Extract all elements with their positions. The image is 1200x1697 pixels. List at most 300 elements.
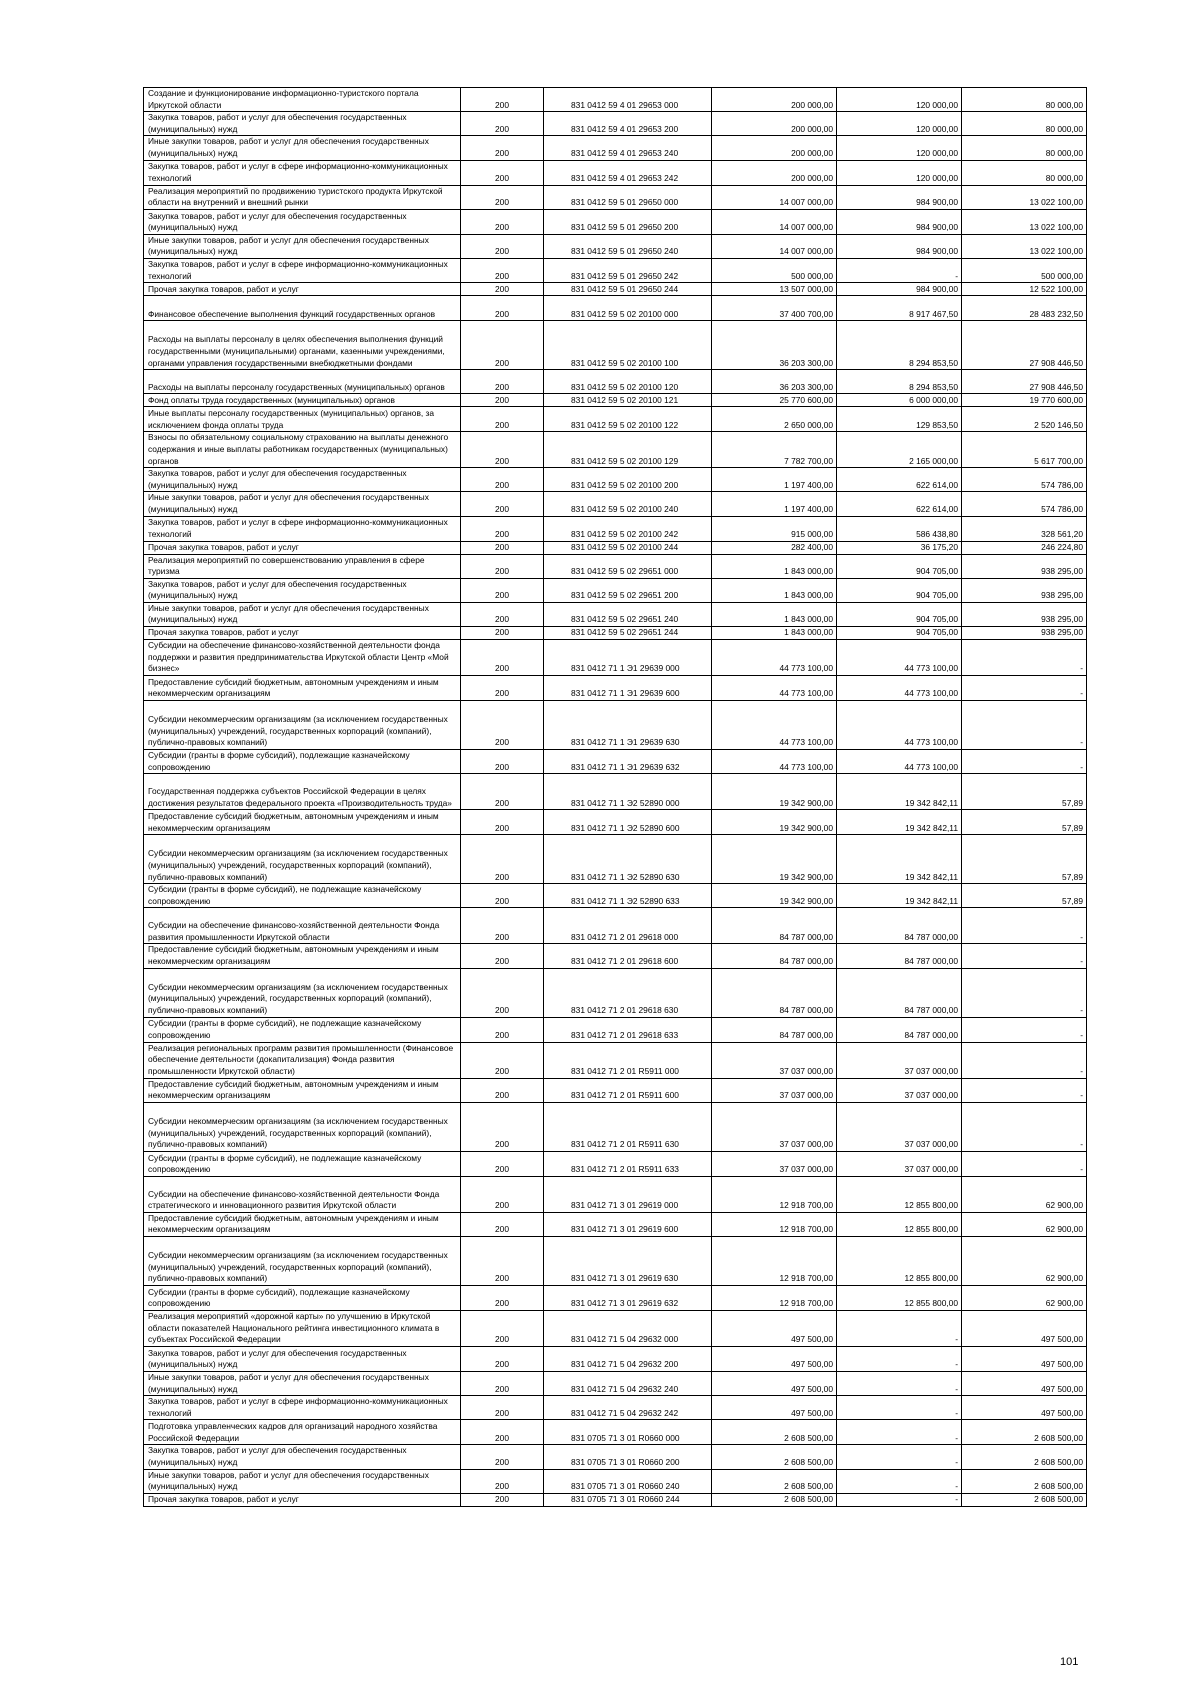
- expense-name-cell: Закупка товаров, работ и услуг для обеспечения государственных (муниципальных) нужд: [144, 1347, 461, 1372]
- unexecuted-amount-cell: -: [962, 1102, 1087, 1151]
- budget-classification-code-cell: 831 0412 59 5 02 20100 244: [544, 541, 712, 554]
- unexecuted-amount-cell: -: [962, 1017, 1087, 1042]
- line-code-cell: 200: [461, 88, 544, 112]
- line-code-cell: 200: [461, 321, 544, 370]
- line-code-cell: 200: [461, 1372, 544, 1396]
- line-code-cell: 200: [461, 1151, 544, 1176]
- budget-classification-code-cell: 831 0412 59 5 01 29650 244: [544, 283, 712, 296]
- budget-execution-table: [143, 87, 1087, 1507]
- budget-classification-code-cell: 831 0412 59 5 01 29650 240: [544, 234, 712, 258]
- line-code-cell: 200: [461, 1420, 544, 1445]
- budget-classification-code-cell: 831 0412 71 3 01 29619 600: [544, 1212, 712, 1236]
- executed-amount-cell: 120 000,00: [837, 88, 962, 112]
- executed-amount-cell: 6 000 000,00: [837, 394, 962, 407]
- table-row: [144, 554, 1087, 578]
- line-code-cell: 200: [461, 407, 544, 432]
- line-code-cell: 200: [461, 468, 544, 492]
- expense-name-cell: Закупка товаров, работ и услуг для обеспечения государственных (муниципальных) нужд: [144, 209, 461, 234]
- expense-name-cell: Финансовое обеспечение выполнения функций государственных органов: [144, 296, 461, 321]
- table-row: [144, 602, 1087, 626]
- line-code-cell: 200: [461, 1445, 544, 1469]
- expense-name-cell: Закупка товаров, работ и услуг для обеспечения государственных (муниципальных) нужд: [144, 112, 461, 136]
- budget-classification-code-cell: 831 0412 71 5 04 29632 200: [544, 1347, 712, 1372]
- executed-amount-cell: -: [837, 1445, 962, 1469]
- approved-amount-cell: 14 007 000,00: [712, 185, 837, 209]
- unexecuted-amount-cell: 2 608 500,00: [962, 1469, 1087, 1493]
- line-code-cell: 200: [461, 750, 544, 774]
- line-code-cell: 200: [461, 258, 544, 282]
- approved-amount-cell: 1 843 000,00: [712, 627, 837, 640]
- approved-amount-cell: 497 500,00: [712, 1311, 837, 1347]
- unexecuted-amount-cell: 80 000,00: [962, 160, 1087, 185]
- expense-name-cell: Расходы на выплаты персоналу в целях обеспечения выполнения функций государственными (муниципальными) органами, казенными учреждениями, органами управления государственными внебюджетными фондами: [144, 321, 461, 370]
- table-row: [144, 1396, 1087, 1420]
- approved-amount-cell: 44 773 100,00: [712, 750, 837, 774]
- expense-name-cell: Субсидии (гранты в форме субсидий), подлежащие казначейскому сопровождению: [144, 750, 461, 774]
- unexecuted-amount-cell: 57,89: [962, 884, 1087, 908]
- executed-amount-cell: 84 787 000,00: [837, 968, 962, 1017]
- budget-classification-code-cell: 831 0412 71 1 Э1 29639 600: [544, 676, 712, 701]
- expense-name-cell: Субсидии некоммерческим организациям (за исключением государственных (муниципальных) учреждений, государственных корпораций (компаний), публично-правовых компаний): [144, 1237, 461, 1286]
- table-row: [144, 1286, 1087, 1311]
- unexecuted-amount-cell: -: [962, 701, 1087, 750]
- unexecuted-amount-cell: 57,89: [962, 774, 1087, 810]
- table-row: [144, 209, 1087, 234]
- approved-amount-cell: 2 608 500,00: [712, 1420, 837, 1445]
- line-code-cell: 200: [461, 541, 544, 554]
- approved-amount-cell: 497 500,00: [712, 1396, 837, 1420]
- executed-amount-cell: 84 787 000,00: [837, 1017, 962, 1042]
- unexecuted-amount-cell: -: [962, 1078, 1087, 1102]
- unexecuted-amount-cell: 80 000,00: [962, 88, 1087, 112]
- executed-amount-cell: 904 705,00: [837, 602, 962, 626]
- line-code-cell: 200: [461, 1078, 544, 1102]
- approved-amount-cell: 200 000,00: [712, 88, 837, 112]
- expense-name-cell: Предоставление субсидий бюджетным, автономным учреждениям и иным некоммерческим организациям: [144, 676, 461, 701]
- approved-amount-cell: 37 037 000,00: [712, 1078, 837, 1102]
- executed-amount-cell: 8 917 467,50: [837, 296, 962, 321]
- table-row: [144, 185, 1087, 209]
- executed-amount-cell: 8 294 853,50: [837, 321, 962, 370]
- approved-amount-cell: 7 782 700,00: [712, 432, 837, 468]
- expense-name-cell: Закупка товаров, работ и услуг в сфере информационно-коммуникационных технологий: [144, 1396, 461, 1420]
- table-row: [144, 1469, 1087, 1493]
- table-row: [144, 468, 1087, 492]
- approved-amount-cell: 497 500,00: [712, 1372, 837, 1396]
- executed-amount-cell: 19 342 842,11: [837, 774, 962, 810]
- unexecuted-amount-cell: 62 900,00: [962, 1176, 1087, 1212]
- table-row: [144, 835, 1087, 884]
- executed-amount-cell: 44 773 100,00: [837, 640, 962, 676]
- line-code-cell: 200: [461, 160, 544, 185]
- budget-classification-code-cell: 831 0412 59 5 02 20100 121: [544, 394, 712, 407]
- approved-amount-cell: 13 507 000,00: [712, 283, 837, 296]
- executed-amount-cell: 586 438,80: [837, 516, 962, 541]
- budget-classification-code-cell: 831 0412 71 1 Э1 29639 000: [544, 640, 712, 676]
- approved-amount-cell: 19 342 900,00: [712, 884, 837, 908]
- budget-classification-code-cell: 831 0412 59 5 02 20100 000: [544, 296, 712, 321]
- executed-amount-cell: 37 037 000,00: [837, 1102, 962, 1151]
- table-row: [144, 258, 1087, 282]
- executed-amount-cell: 19 342 842,11: [837, 835, 962, 884]
- approved-amount-cell: 36 203 300,00: [712, 321, 837, 370]
- line-code-cell: 200: [461, 516, 544, 541]
- table-row: [144, 1420, 1087, 1445]
- unexecuted-amount-cell: 2 608 500,00: [962, 1445, 1087, 1469]
- budget-classification-code-cell: 831 0412 71 5 04 29632 242: [544, 1396, 712, 1420]
- budget-classification-code-cell: 831 0412 71 3 01 29619 630: [544, 1237, 712, 1286]
- budget-classification-code-cell: 831 0412 59 5 02 20100 100: [544, 321, 712, 370]
- budget-classification-code-cell: 831 0412 71 1 Э2 52890 000: [544, 774, 712, 810]
- executed-amount-cell: -: [837, 1372, 962, 1396]
- unexecuted-amount-cell: 19 770 600,00: [962, 394, 1087, 407]
- unexecuted-amount-cell: 62 900,00: [962, 1286, 1087, 1311]
- approved-amount-cell: 37 037 000,00: [712, 1151, 837, 1176]
- budget-classification-code-cell: 831 0412 71 2 01 R5911 600: [544, 1078, 712, 1102]
- expense-name-cell: Субсидии некоммерческим организациям (за исключением государственных (муниципальных) учреждений, государственных корпораций (компаний), публично-правовых компаний): [144, 701, 461, 750]
- unexecuted-amount-cell: 497 500,00: [962, 1372, 1087, 1396]
- expense-name-cell: Предоставление субсидий бюджетным, автономным учреждениям и иным некоммерческим организациям: [144, 1212, 461, 1236]
- line-code-cell: 200: [461, 578, 544, 602]
- line-code-cell: 200: [461, 1347, 544, 1372]
- expense-name-cell: Субсидии на обеспечение финансово-хозяйственной деятельности Фонда стратегического и инновационного развития Иркутской области: [144, 1176, 461, 1212]
- unexecuted-amount-cell: -: [962, 640, 1087, 676]
- table-row: [144, 968, 1087, 1017]
- budget-classification-code-cell: 831 0412 71 2 01 29618 600: [544, 944, 712, 968]
- unexecuted-amount-cell: 328 561,20: [962, 516, 1087, 541]
- table-row: [144, 1212, 1087, 1236]
- executed-amount-cell: 12 855 800,00: [837, 1286, 962, 1311]
- executed-amount-cell: -: [837, 258, 962, 282]
- unexecuted-amount-cell: 13 022 100,00: [962, 185, 1087, 209]
- unexecuted-amount-cell: 2 608 500,00: [962, 1420, 1087, 1445]
- approved-amount-cell: 36 203 300,00: [712, 370, 837, 394]
- expense-name-cell: Субсидии на обеспечение финансово-хозяйственной деятельности фонда поддержки и развития предпринимательства Иркутской области Центр «Мой бизнес»: [144, 640, 461, 676]
- unexecuted-amount-cell: -: [962, 750, 1087, 774]
- expense-name-cell: Фонд оплаты труда государственных (муниципальных) органов: [144, 394, 461, 407]
- executed-amount-cell: -: [837, 1469, 962, 1493]
- line-code-cell: 200: [461, 1493, 544, 1506]
- table-row: [144, 160, 1087, 185]
- unexecuted-amount-cell: 2 520 146,50: [962, 407, 1087, 432]
- approved-amount-cell: 44 773 100,00: [712, 701, 837, 750]
- expense-name-cell: Подготовка управленческих кадров для организаций народного хозяйства Российской Федерации: [144, 1420, 461, 1445]
- line-code-cell: 200: [461, 602, 544, 626]
- executed-amount-cell: 44 773 100,00: [837, 701, 962, 750]
- approved-amount-cell: 84 787 000,00: [712, 1017, 837, 1042]
- budget-classification-code-cell: 831 0412 71 2 01 29618 633: [544, 1017, 712, 1042]
- approved-amount-cell: 19 342 900,00: [712, 835, 837, 884]
- expense-name-cell: Иные закупки товаров, работ и услуг для обеспечения государственных (муниципальных) нужд: [144, 602, 461, 626]
- approved-amount-cell: 14 007 000,00: [712, 209, 837, 234]
- table-row: [144, 234, 1087, 258]
- table-row: [144, 884, 1087, 908]
- unexecuted-amount-cell: 13 022 100,00: [962, 234, 1087, 258]
- unexecuted-amount-cell: -: [962, 944, 1087, 968]
- table-row: [144, 1311, 1087, 1347]
- line-code-cell: 200: [461, 908, 544, 944]
- budget-classification-code-cell: 831 0412 59 4 01 29653 000: [544, 88, 712, 112]
- table-row: [144, 640, 1087, 676]
- expense-name-cell: Предоставление субсидий бюджетным, автономным учреждениям и иным некоммерческим организациям: [144, 1078, 461, 1102]
- table-row: [144, 1151, 1087, 1176]
- executed-amount-cell: 120 000,00: [837, 136, 962, 160]
- table-row: [144, 1078, 1087, 1102]
- expense-name-cell: Создание и функционирование информационно-туристского портала Иркутской области: [144, 88, 461, 112]
- expense-name-cell: Прочая закупка товаров, работ и услуг: [144, 1493, 461, 1506]
- unexecuted-amount-cell: 938 295,00: [962, 627, 1087, 640]
- executed-amount-cell: -: [837, 1347, 962, 1372]
- unexecuted-amount-cell: 80 000,00: [962, 112, 1087, 136]
- table-row: [144, 1372, 1087, 1396]
- table-row: [144, 321, 1087, 370]
- unexecuted-amount-cell: 62 900,00: [962, 1212, 1087, 1236]
- table-row: [144, 296, 1087, 321]
- line-code-cell: 200: [461, 136, 544, 160]
- budget-classification-code-cell: 831 0412 59 5 02 29651 200: [544, 578, 712, 602]
- expense-name-cell: Реализация мероприятий по продвижению туристского продукта Иркутской области на внутренний и внешний рынки: [144, 185, 461, 209]
- line-code-cell: 200: [461, 640, 544, 676]
- budget-classification-code-cell: 831 0412 71 1 Э2 52890 633: [544, 884, 712, 908]
- unexecuted-amount-cell: -: [962, 968, 1087, 1017]
- executed-amount-cell: 984 900,00: [837, 185, 962, 209]
- line-code-cell: 200: [461, 944, 544, 968]
- unexecuted-amount-cell: 500 000,00: [962, 258, 1087, 282]
- expense-name-cell: Государственная поддержка субъектов Российской Федерации в целях достижения результатов федерального проекта «Производительность труда»: [144, 774, 461, 810]
- unexecuted-amount-cell: -: [962, 908, 1087, 944]
- unexecuted-amount-cell: -: [962, 1042, 1087, 1078]
- approved-amount-cell: 2 608 500,00: [712, 1493, 837, 1506]
- executed-amount-cell: 984 900,00: [837, 234, 962, 258]
- expense-name-cell: Прочая закупка товаров, работ и услуг: [144, 627, 461, 640]
- unexecuted-amount-cell: 497 500,00: [962, 1347, 1087, 1372]
- expense-name-cell: Взносы по обязательному социальному страхованию на выплаты денежного содержания и иные выплаты работникам государственных (муниципальных) органов: [144, 432, 461, 468]
- line-code-cell: 200: [461, 1286, 544, 1311]
- approved-amount-cell: 200 000,00: [712, 112, 837, 136]
- approved-amount-cell: 44 773 100,00: [712, 676, 837, 701]
- table-row: [144, 136, 1087, 160]
- budget-classification-code-cell: 831 0412 71 2 01 29618 630: [544, 968, 712, 1017]
- line-code-cell: 200: [461, 835, 544, 884]
- table-row: [144, 774, 1087, 810]
- table-row: [144, 492, 1087, 516]
- line-code-cell: 200: [461, 1396, 544, 1420]
- executed-amount-cell: 84 787 000,00: [837, 908, 962, 944]
- approved-amount-cell: 12 918 700,00: [712, 1176, 837, 1212]
- line-code-cell: 200: [461, 1176, 544, 1212]
- approved-amount-cell: 2 650 000,00: [712, 407, 837, 432]
- line-code-cell: 200: [461, 1311, 544, 1347]
- executed-amount-cell: 19 342 842,11: [837, 810, 962, 835]
- unexecuted-amount-cell: 57,89: [962, 835, 1087, 884]
- approved-amount-cell: 1 843 000,00: [712, 554, 837, 578]
- expense-name-cell: Иные выплаты персоналу государственных (муниципальных) органов, за исключением фонда оплаты труда: [144, 407, 461, 432]
- budget-classification-code-cell: 831 0412 71 1 Э2 52890 600: [544, 810, 712, 835]
- approved-amount-cell: 19 342 900,00: [712, 810, 837, 835]
- approved-amount-cell: 37 400 700,00: [712, 296, 837, 321]
- table-row: [144, 1176, 1087, 1212]
- line-code-cell: 200: [461, 1237, 544, 1286]
- executed-amount-cell: -: [837, 1493, 962, 1506]
- unexecuted-amount-cell: 27 908 446,50: [962, 370, 1087, 394]
- budget-classification-code-cell: 831 0412 71 2 01 R5911 633: [544, 1151, 712, 1176]
- line-code-cell: 200: [461, 432, 544, 468]
- line-code-cell: 200: [461, 209, 544, 234]
- executed-amount-cell: 622 614,00: [837, 468, 962, 492]
- approved-amount-cell: 84 787 000,00: [712, 908, 837, 944]
- budget-classification-code-cell: 831 0412 71 3 01 29619 000: [544, 1176, 712, 1212]
- budget-classification-code-cell: 831 0412 59 5 02 29651 000: [544, 554, 712, 578]
- expense-name-cell: Предоставление субсидий бюджетным, автономным учреждениям и иным некоммерческим организациям: [144, 810, 461, 835]
- approved-amount-cell: 19 342 900,00: [712, 774, 837, 810]
- budget-classification-code-cell: 831 0412 59 4 01 29653 200: [544, 112, 712, 136]
- unexecuted-amount-cell: 938 295,00: [962, 578, 1087, 602]
- expense-name-cell: Субсидии некоммерческим организациям (за исключением государственных (муниципальных) учреждений, государственных корпораций (компаний), публично-правовых компаний): [144, 968, 461, 1017]
- approved-amount-cell: 1 197 400,00: [712, 468, 837, 492]
- expense-name-cell: Субсидии некоммерческим организациям (за исключением государственных (муниципальных) учреждений, государственных корпораций (компаний), публично-правовых компаний): [144, 1102, 461, 1151]
- executed-amount-cell: 12 855 800,00: [837, 1176, 962, 1212]
- table-row: [144, 1017, 1087, 1042]
- expense-name-cell: Прочая закупка товаров, работ и услуг: [144, 283, 461, 296]
- expense-name-cell: Прочая закупка товаров, работ и услуг: [144, 541, 461, 554]
- line-code-cell: 200: [461, 185, 544, 209]
- expense-name-cell: Закупка товаров, работ и услуг для обеспечения государственных (муниципальных) нужд: [144, 1445, 461, 1469]
- expense-name-cell: Расходы на выплаты персоналу государственных (муниципальных) органов: [144, 370, 461, 394]
- expense-name-cell: Субсидии (гранты в форме субсидий), не подлежащие казначейскому сопровождению: [144, 1017, 461, 1042]
- executed-amount-cell: 622 614,00: [837, 492, 962, 516]
- approved-amount-cell: 2 608 500,00: [712, 1469, 837, 1493]
- approved-amount-cell: 282 400,00: [712, 541, 837, 554]
- approved-amount-cell: 37 037 000,00: [712, 1042, 837, 1078]
- expense-name-cell: Закупка товаров, работ и услуг в сфере информационно-коммуникационных технологий: [144, 160, 461, 185]
- unexecuted-amount-cell: 497 500,00: [962, 1311, 1087, 1347]
- budget-classification-code-cell: 831 0412 71 1 Э1 29639 630: [544, 701, 712, 750]
- line-code-cell: 200: [461, 1017, 544, 1042]
- approved-amount-cell: 200 000,00: [712, 136, 837, 160]
- executed-amount-cell: 12 855 800,00: [837, 1212, 962, 1236]
- table-row: [144, 370, 1087, 394]
- budget-classification-code-cell: 831 0412 71 5 04 29632 240: [544, 1372, 712, 1396]
- budget-classification-code-cell: 831 0412 59 5 02 29651 240: [544, 602, 712, 626]
- table-row: [144, 944, 1087, 968]
- executed-amount-cell: 904 705,00: [837, 578, 962, 602]
- table-row: [144, 701, 1087, 750]
- table-row: [144, 88, 1087, 112]
- approved-amount-cell: 1 843 000,00: [712, 602, 837, 626]
- budget-classification-code-cell: 831 0705 71 3 01 R0660 240: [544, 1469, 712, 1493]
- executed-amount-cell: 904 705,00: [837, 627, 962, 640]
- expense-name-cell: Иные закупки товаров, работ и услуг для обеспечения государственных (муниципальных) нужд: [144, 136, 461, 160]
- table-row: [144, 1042, 1087, 1078]
- approved-amount-cell: 915 000,00: [712, 516, 837, 541]
- line-code-cell: 200: [461, 234, 544, 258]
- executed-amount-cell: 37 037 000,00: [837, 1078, 962, 1102]
- budget-classification-code-cell: 831 0412 59 5 02 20100 240: [544, 492, 712, 516]
- table-row: [144, 283, 1087, 296]
- line-code-cell: 200: [461, 1212, 544, 1236]
- executed-amount-cell: 12 855 800,00: [837, 1237, 962, 1286]
- budget-classification-code-cell: 831 0412 71 1 Э2 52890 630: [544, 835, 712, 884]
- table-row: [144, 750, 1087, 774]
- unexecuted-amount-cell: 28 483 232,50: [962, 296, 1087, 321]
- table-row: [144, 1445, 1087, 1469]
- approved-amount-cell: 2 608 500,00: [712, 1445, 837, 1469]
- budget-classification-code-cell: 831 0412 59 5 02 20100 200: [544, 468, 712, 492]
- executed-amount-cell: 19 342 842,11: [837, 884, 962, 908]
- expense-name-cell: Закупка товаров, работ и услуг для обеспечения государственных (муниципальных) нужд: [144, 468, 461, 492]
- unexecuted-amount-cell: 2 608 500,00: [962, 1493, 1087, 1506]
- approved-amount-cell: 12 918 700,00: [712, 1286, 837, 1311]
- executed-amount-cell: 2 165 000,00: [837, 432, 962, 468]
- unexecuted-amount-cell: 13 022 100,00: [962, 209, 1087, 234]
- unexecuted-amount-cell: 80 000,00: [962, 136, 1087, 160]
- executed-amount-cell: 120 000,00: [837, 112, 962, 136]
- table-row: [144, 627, 1087, 640]
- table-row: [144, 112, 1087, 136]
- table-row: [144, 1493, 1087, 1506]
- budget-classification-code-cell: 831 0705 71 3 01 R0660 000: [544, 1420, 712, 1445]
- budget-classification-code-cell: 831 0412 59 5 01 29650 200: [544, 209, 712, 234]
- executed-amount-cell: -: [837, 1311, 962, 1347]
- expense-name-cell: Предоставление субсидий бюджетным, автономным учреждениям и иным некоммерческим организациям: [144, 944, 461, 968]
- line-code-cell: 200: [461, 1469, 544, 1493]
- budget-classification-code-cell: 831 0412 59 5 02 20100 242: [544, 516, 712, 541]
- budget-classification-code-cell: 831 0412 59 4 01 29653 240: [544, 136, 712, 160]
- table-row: [144, 1237, 1087, 1286]
- executed-amount-cell: 37 037 000,00: [837, 1151, 962, 1176]
- budget-classification-code-cell: 831 0412 59 5 02 20100 122: [544, 407, 712, 432]
- table-row: [144, 676, 1087, 701]
- expense-name-cell: Субсидии некоммерческим организациям (за исключением государственных (муниципальных) учреждений, государственных корпораций (компаний), публично-правовых компаний): [144, 835, 461, 884]
- executed-amount-cell: 984 900,00: [837, 209, 962, 234]
- approved-amount-cell: 37 037 000,00: [712, 1102, 837, 1151]
- table-row: [144, 1347, 1087, 1372]
- expense-name-cell: Реализация мероприятий по совершенствованию управления в сфере туризма: [144, 554, 461, 578]
- approved-amount-cell: 44 773 100,00: [712, 640, 837, 676]
- budget-classification-code-cell: 831 0412 59 5 02 20100 129: [544, 432, 712, 468]
- expense-name-cell: Закупка товаров, работ и услуг в сфере информационно-коммуникационных технологий: [144, 258, 461, 282]
- approved-amount-cell: 497 500,00: [712, 1347, 837, 1372]
- expense-name-cell: Закупка товаров, работ и услуг для обеспечения государственных (муниципальных) нужд: [144, 578, 461, 602]
- line-code-cell: 200: [461, 810, 544, 835]
- line-code-cell: 200: [461, 370, 544, 394]
- approved-amount-cell: 12 918 700,00: [712, 1237, 837, 1286]
- approved-amount-cell: 84 787 000,00: [712, 944, 837, 968]
- executed-amount-cell: 120 000,00: [837, 160, 962, 185]
- approved-amount-cell: 12 918 700,00: [712, 1212, 837, 1236]
- unexecuted-amount-cell: 938 295,00: [962, 602, 1087, 626]
- budget-classification-code-cell: 831 0412 59 5 02 20100 120: [544, 370, 712, 394]
- approved-amount-cell: 500 000,00: [712, 258, 837, 282]
- expense-name-cell: Закупка товаров, работ и услуг в сфере информационно-коммуникационных технологий: [144, 516, 461, 541]
- budget-classification-code-cell: 831 0705 71 3 01 R0660 244: [544, 1493, 712, 1506]
- approved-amount-cell: 1 197 400,00: [712, 492, 837, 516]
- table-body: [144, 88, 1087, 1507]
- expense-name-cell: Реализация региональных программ развития промышленности (Финансовое обеспечение деятельности (докапитализация) Фонда развития промышленности Иркутской области): [144, 1042, 461, 1078]
- executed-amount-cell: 129 853,50: [837, 407, 962, 432]
- budget-classification-code-cell: 831 0412 71 2 01 R5911 630: [544, 1102, 712, 1151]
- line-code-cell: 200: [461, 554, 544, 578]
- table-row: [144, 516, 1087, 541]
- expense-name-cell: Субсидии (гранты в форме субсидий), не подлежащие казначейскому сопровождению: [144, 884, 461, 908]
- unexecuted-amount-cell: 246 224,80: [962, 541, 1087, 554]
- unexecuted-amount-cell: 27 908 446,50: [962, 321, 1087, 370]
- unexecuted-amount-cell: 57,89: [962, 810, 1087, 835]
- budget-classification-code-cell: 831 0412 59 5 01 29650 000: [544, 185, 712, 209]
- executed-amount-cell: -: [837, 1396, 962, 1420]
- approved-amount-cell: 84 787 000,00: [712, 968, 837, 1017]
- executed-amount-cell: 37 037 000,00: [837, 1042, 962, 1078]
